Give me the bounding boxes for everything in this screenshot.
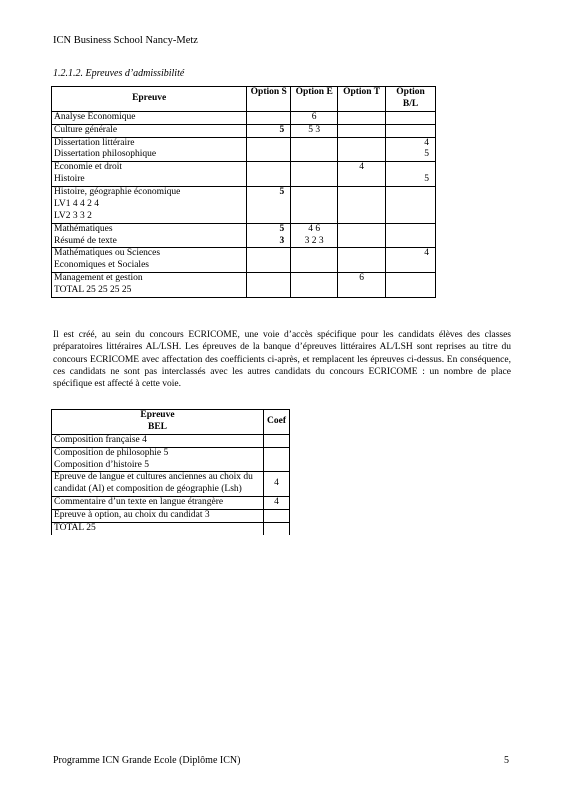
- header-coef: Coef: [264, 410, 290, 435]
- epreuve-cell: [52, 124, 247, 137]
- option-s-cell: [247, 273, 291, 298]
- option-e-cell: [291, 137, 338, 162]
- table-row: [52, 111, 436, 124]
- option-e-cell: [291, 273, 338, 298]
- option-bl-cell: [386, 248, 436, 273]
- option-bl-cell-line: 4: [424, 248, 429, 259]
- option-e-cell-line: [293, 187, 335, 199]
- page-footer: Programme ICN Grande Ecole (Diplôme ICN): [53, 755, 241, 766]
- epreuve-cell-line: Culture générale: [54, 124, 118, 135]
- epreuve-cell-line: Composition d’histoire 5: [54, 459, 149, 470]
- epreuve-cell-line: Dissertation littéraire: [54, 137, 135, 148]
- option-bl-cell: [386, 223, 436, 248]
- coef-cell-line: 4: [274, 478, 279, 489]
- epreuve-cell: [52, 137, 247, 162]
- epreuve-cell: [52, 111, 247, 124]
- option-bl-cell-line: [388, 112, 429, 124]
- option-s-cell-line: [249, 138, 284, 150]
- epreuve-cell-line: LV2 3 3 2: [54, 210, 92, 221]
- epreuve-cell-line: Economiques et Sociales: [54, 260, 149, 271]
- page-number: 5: [504, 755, 509, 766]
- table-row: [52, 434, 290, 447]
- option-t-cell-line: [340, 138, 383, 150]
- option-e-cell-line: [293, 162, 335, 174]
- option-bl-cell: [386, 137, 436, 162]
- header-option-e: Option E: [291, 87, 338, 112]
- table-row: [52, 162, 436, 187]
- epreuve-cell-line: Economie et droit: [54, 162, 123, 173]
- option-e-cell-line: 5 3: [308, 124, 321, 135]
- epreuve-cell: [52, 510, 264, 523]
- option-s-cell-line: 3: [279, 235, 285, 246]
- coef-cell: [264, 472, 290, 497]
- option-t-cell: [338, 187, 386, 224]
- option-e-cell: [291, 187, 338, 224]
- option-t-cell: [338, 137, 386, 162]
- header-option-t: Option T: [338, 87, 386, 112]
- coef-cell: [264, 447, 290, 472]
- page-header: ICN Business School Nancy-Metz: [53, 35, 198, 46]
- option-e-cell: [291, 248, 338, 273]
- epreuve-cell: [52, 434, 264, 447]
- option-s-cell: [247, 137, 291, 162]
- option-s-cell: [247, 124, 291, 137]
- header-option-s: Option S: [247, 87, 291, 112]
- option-bl-cell-line: 4: [424, 137, 429, 148]
- table-row: [52, 124, 436, 137]
- option-s-cell: [247, 111, 291, 124]
- table-header-row: [52, 410, 290, 435]
- option-t-cell-line: [340, 112, 383, 124]
- option-t-cell-line: 4: [359, 162, 364, 173]
- bel-table: [51, 409, 290, 535]
- option-e-cell-line: [293, 248, 335, 260]
- table-row-total: [52, 522, 290, 534]
- option-bl-cell-line: [388, 187, 429, 199]
- option-t-cell: [338, 223, 386, 248]
- option-e-cell: [291, 111, 338, 124]
- option-s-cell-line: [249, 162, 284, 174]
- option-t-cell-line: [340, 224, 383, 236]
- option-s-cell: [247, 162, 291, 187]
- body-paragraph: Il est créé, au sein du concours ECRICOME, une voie d’accès spécifique pour les candidats élèves des classes préparatoires littéraires AL/LSH. Les épreuves de la banque d’épreuves littéraires AL/LSH sont reprises au titre du concours ECRICOME avec affectation des coefficients ci-après, et remplacent les épreuves ci-dessus. En conséquence, ces candidats ne sont pas interclassés avec les autres candidats du concours ECRICOME : un nombre de place spécifique est affecté à cette voie.: [53, 330, 511, 390]
- epreuve-cell: [52, 273, 247, 298]
- epreuve-cell-line: Résumé de texte: [54, 235, 117, 246]
- epreuve-cell-line: Management et gestion: [54, 273, 143, 284]
- option-t-cell: [338, 111, 386, 124]
- option-s-cell-line: 5: [279, 223, 285, 234]
- table-body: [52, 434, 290, 522]
- option-t-cell-line: 6: [359, 273, 364, 284]
- epreuve-cell-line: Epreuve de langue et cultures anciennes au choix du candidat (Al) et composition de géographie (Lsh): [54, 472, 253, 495]
- option-s-cell: [247, 248, 291, 273]
- table-body: [52, 111, 436, 297]
- table-row: [52, 187, 436, 224]
- epreuve-cell-line: Mathématiques: [54, 223, 113, 234]
- epreuve-cell-line: Histoire, géographie économique: [54, 187, 181, 197]
- table-row: [52, 137, 436, 162]
- header-epreuve-bel: [52, 410, 264, 435]
- option-s-cell: [247, 187, 291, 224]
- table-header-row: [52, 87, 436, 112]
- option-s-cell-line: 5: [279, 187, 285, 197]
- option-e-cell-line: 3 2 3: [304, 235, 324, 246]
- epreuve-cell: [52, 447, 264, 472]
- epreuve-cell-line: Histoire: [54, 174, 85, 185]
- coef-cell-line: 4: [274, 497, 279, 508]
- epreuve-cell: [52, 223, 247, 248]
- coef-cell: [264, 497, 290, 510]
- option-bl-cell: [386, 111, 436, 124]
- option-e-cell-line: [293, 138, 335, 150]
- table-row: [52, 248, 436, 273]
- option-bl-cell-line: [388, 273, 429, 285]
- epreuve-cell-line: Mathématiques ou Sciences: [54, 248, 161, 259]
- epreuve-cell: [52, 472, 264, 497]
- epreuve-cell: [52, 497, 264, 510]
- total-coef-cell: [264, 522, 290, 534]
- admissibility-table: [51, 86, 436, 298]
- option-s-cell-line: [249, 112, 284, 124]
- epreuve-cell-line: Composition de philosophie 5: [54, 447, 169, 458]
- option-t-cell-line: [340, 248, 383, 260]
- option-bl-cell: [386, 162, 436, 187]
- option-bl-cell-line: [388, 224, 429, 236]
- option-t-cell: [338, 124, 386, 137]
- coef-cell: [264, 510, 290, 523]
- option-t-cell: [338, 273, 386, 298]
- epreuve-cell-line: LV1 4 4 2 4: [54, 198, 100, 209]
- table-row: [52, 447, 290, 472]
- option-s-cell-line: [249, 273, 284, 285]
- option-e-cell-line: 6: [311, 111, 317, 122]
- option-s-cell: [247, 223, 291, 248]
- option-e-cell: [291, 124, 338, 137]
- epreuve-cell-line: Composition française 4: [54, 434, 147, 445]
- option-bl-cell: [386, 187, 436, 224]
- option-e-cell-line: 4 6: [308, 223, 321, 234]
- option-bl-cell-line: [388, 125, 429, 137]
- epreuve-cell-line: Analyse Economique: [54, 111, 136, 122]
- table-row: [52, 223, 436, 248]
- epreuve-cell-line: Commentaire d’un texte en langue étrangère: [54, 497, 224, 508]
- header-epreuve: Epreuve: [140, 410, 175, 420]
- epreuve-cell: [52, 248, 247, 273]
- option-bl-cell: [386, 124, 436, 137]
- table-row: [52, 472, 290, 497]
- option-t-cell: [338, 248, 386, 273]
- option-e-cell: [291, 162, 338, 187]
- coef-cell-line: [266, 510, 287, 522]
- coef-cell-line: [266, 435, 287, 447]
- epreuve-cell: [52, 162, 247, 187]
- option-bl-cell: [386, 273, 436, 298]
- option-bl-cell-line: 5: [424, 149, 429, 160]
- option-e-cell-line: [293, 273, 335, 285]
- section-title: 1.2.1.2. Epreuves d’admissibilité: [53, 68, 185, 79]
- option-t-cell: [338, 162, 386, 187]
- epreuve-cell: [52, 187, 247, 224]
- epreuve-cell-line: Epreuve à option, au choix du candidat 3: [54, 510, 210, 520]
- header-option-bl: Option B/L: [386, 87, 436, 112]
- option-s-cell-line: 5: [279, 124, 285, 135]
- option-s-cell-line: [249, 248, 284, 260]
- epreuve-cell-line: Dissertation philosophique: [54, 149, 157, 160]
- header-epreuve: Epreuve: [52, 87, 247, 112]
- coef-cell-line: [266, 454, 287, 466]
- option-t-cell-line: [340, 187, 383, 199]
- option-bl-cell-line: [388, 162, 429, 174]
- table-row: [52, 497, 290, 510]
- header-bel: BEL: [147, 421, 167, 432]
- table-row: [52, 510, 290, 523]
- option-e-cell: [291, 223, 338, 248]
- table-row: [52, 273, 436, 298]
- epreuve-cell-line: TOTAL 25 25 25 25: [54, 285, 132, 295]
- coef-cell: [264, 434, 290, 447]
- total-cell: TOTAL 25: [52, 522, 264, 534]
- option-t-cell-line: [340, 125, 383, 137]
- option-bl-cell-line: 5: [424, 174, 429, 185]
